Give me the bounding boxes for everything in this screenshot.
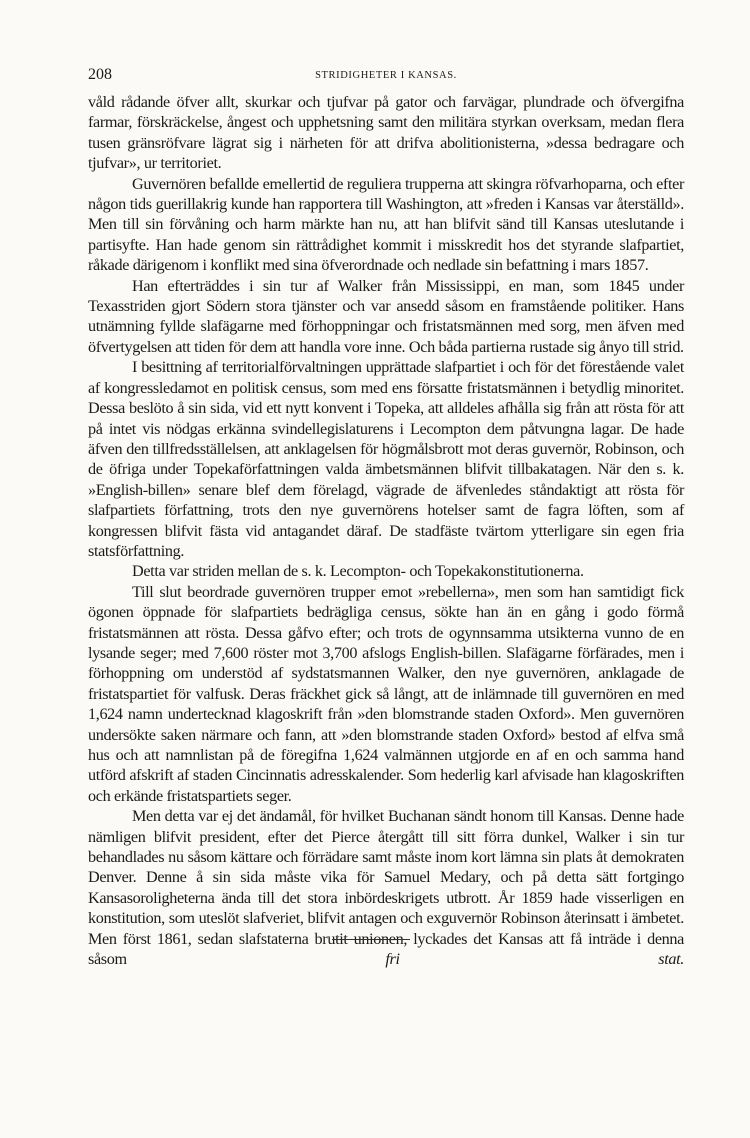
closing-italic-phrase: fri stat.	[385, 950, 684, 969]
page-number: 208	[88, 66, 112, 83]
paragraph-2: Guvernören befallde emellertid de reguliera trupperna att skingra röfvarhoparna, och efter någon tids guerillakrig kunde han rapportera till Washington, att »freden i Kansas var återställd». Men till sin förvåning och harm märkte han nu, att han blifvit sänd till Kansas uteslutande i partisyfte. Han hade genom sin rättrådighet kommit i misskredit hos det styrande slafpartiet, råkade därigenom i konflikt med sina öfverordnade och nedlade sin befattning i mars 1857.	[88, 174, 684, 275]
end-rule	[332, 939, 410, 940]
paragraph-5: Detta var striden mellan de s. k. Lecompton- och Topekakonstitutionerna.	[132, 562, 584, 581]
paragraph-6: Till slut beordrade guvernören trupper emot »rebellerna», men som han samtidigt fick ögonen öppnade för slafpartiets bedrägliga census, sökte han än en gång i godo förmå fristatsmännen att rösta. Dessa gåfvo efter; och trots de ogynnsamma utsikterna vunno de en lysande seger; med 7,600 röster mot 3,700 afslogs English-billen. Slafägarne förfärades, men i förhoppning om understöd af sydstatsmannen Walker, den nye guvernören, anklagade de fristatspartiet för valfusk. Deras fräckhet gick så långt, att de inlämnade till guvernören en med 1,624 namn undertecknad klagoskrift från »den blomstrande staden Oxford». Men guvernören undersökte saken närmare och fann, att »den blomstrande staden Oxford» bestod af elfva små hus och att namnlistan på de föregifna 1,624 valmännen utgjorde en af en och samma hand utförd afskrift af staden Cincinnatis adresskalender. Som hederlig karl afvisade han klagoskriften och erkände fristatspartiets seger.	[88, 582, 684, 805]
running-title: STRIDIGHETER I KANSAS.	[315, 70, 457, 81]
page-header	[88, 66, 684, 88]
paragraph-3: Han efterträddes i sin tur af Walker från Mississippi, en man, som 1845 under Texasstriden gjort Södern stora tjänster och var ansedd såsom en framstående politiker. Hans utnämning fyllde slafägarne med förhoppningar och fristatsmännen med sorg, men äfven med öfvertygelsen att tiden för dem att handla vore inne. Och båda partierna rustade sig ånyo till strid.	[88, 276, 684, 356]
paragraph-7-text: Men detta var ej det ändamål, för hvilket Buchanan sändt honom till Kansas. Denne hade nämligen blifvit president, efter det Pierce återgått till sitt förra dunkel, Walker i sin tur behandlades nu såsom kättare och förrädare samt måste inom kort lämna sin plats åt demokraten Denver. Denne å sin sida måste vika för Samuel Medary, och på detta sätt fortgingo Kansasoroligheterna ända till det stora inbördeskrigets utbrott. År 1859 hade visserligen en konstitution, som uteslöt slafveriet, blifvit antagen och exguvernör Robinson återinsatt i ämbetet. Men först 1861, sedan slafstaterna brutit unionen, lyckades det Kansas att få inträde i denna såsom	[88, 807, 684, 969]
paragraph-4: I besittning af territorialförvaltningen upprättade slafpartiet i och för det förestående valet af kongressledamot en politisk census, som med ens försatte fristatsmännen i betydlig minoritet. Dessa beslöto å sin sida, vid ett nytt konvent i Topeka, att alldeles afhålla sig från att rösta för att på intet vis nödgas erkänna svindellegislaturens i Lecompton dem påtvungna lagar. De hade äfven den tillfredsställelsen, att anklagelsen för högmålsbrott mot deras guvernör, Robinson, och de öfriga under Topekaförfattningen valda ämbetsmännen blifvit tillbakatagen. När den s. k. »English-billen» senare blef dem förelagd, vägrade de äfvenledes ståndaktigt att rösta för slafpartiets författning, trots den nye guvernörens hotelser samt de fagra löften, som af kongressen blifvit fästa vid antagandet däraf. De stadfäste tvärtom ytterligare sin egen fria statsförfattning.	[88, 358, 684, 560]
paragraph-7	[88, 806, 684, 969]
paragraph-1: våld rådande öfver allt, skurkar och tjufvar på gator och farvägar, plundrade och öfvergifna farmar, förskräckelse, ångest och upphetsning samt den militära styrkan overksam, medan flera tusen gränsröfvare lägrat sig i närheten för att drifva abolitionisterna, »dessa bedragare och tjufvar», ur territoriet.	[88, 93, 684, 173]
body-text	[88, 92, 684, 969]
